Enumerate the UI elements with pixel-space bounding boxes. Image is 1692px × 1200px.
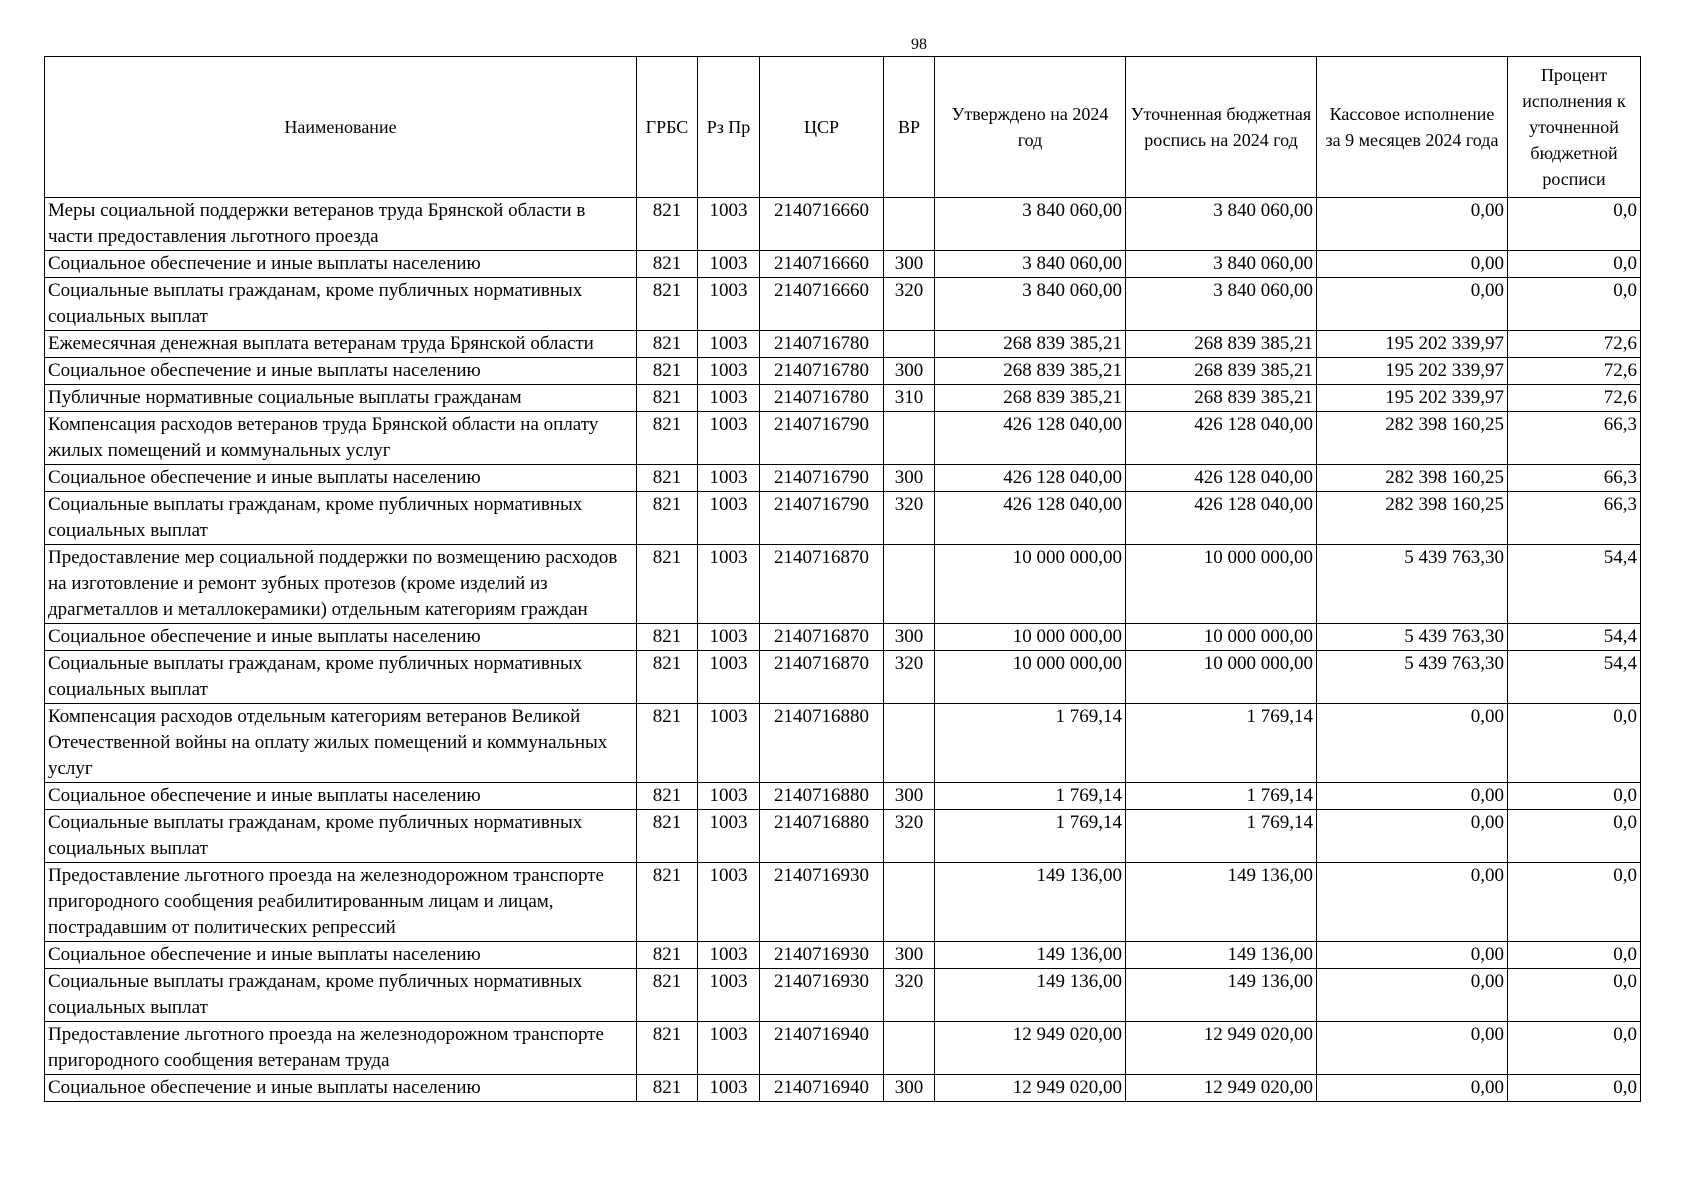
cell-vr: 300	[884, 1075, 935, 1102]
cell-approved: 426 128 040,00	[935, 465, 1126, 492]
cell-cash: 195 202 339,97	[1317, 385, 1508, 412]
table-row	[45, 465, 1641, 492]
cell-cash: 0,00	[1317, 969, 1508, 1022]
cell-approved: 426 128 040,00	[935, 492, 1126, 545]
page-number-text: 98	[911, 36, 927, 53]
cell-cash: 5 439 763,30	[1317, 624, 1508, 651]
cell-grbs: 821	[637, 1075, 698, 1102]
table-row	[45, 412, 1641, 465]
cell-refined: 426 128 040,00	[1126, 492, 1317, 545]
cell-csr: 2140716780	[760, 385, 884, 412]
cell-rzpr: 1003	[698, 1075, 760, 1102]
header-cash: Кассовое исполнение за 9 месяцев 2024 года	[1317, 57, 1508, 198]
cell-csr: 2140716660	[760, 251, 884, 278]
cell-name: Социальное обеспечение и иные выплаты населению	[45, 358, 637, 385]
table-row	[45, 1022, 1641, 1075]
cell-refined: 10 000 000,00	[1126, 545, 1317, 624]
cell-percent: 0,0	[1508, 863, 1641, 942]
cell-approved: 149 136,00	[935, 942, 1126, 969]
cell-approved: 12 949 020,00	[935, 1075, 1126, 1102]
cell-refined: 3 840 060,00	[1126, 251, 1317, 278]
cell-rzpr: 1003	[698, 465, 760, 492]
cell-name: Предоставление льготного проезда на железнодорожном транспорте пригородного сообщения реабилитированным лицам и лицам, пострадавшим от политических репрессий	[45, 863, 637, 942]
table-row	[45, 545, 1641, 624]
cell-name: Социальные выплаты гражданам, кроме публичных нормативных социальных выплат	[45, 651, 637, 704]
cell-percent: 0,0	[1508, 278, 1641, 331]
cell-vr: 300	[884, 942, 935, 969]
table-row	[45, 810, 1641, 863]
cell-refined: 268 839 385,21	[1126, 331, 1317, 358]
cell-cash: 0,00	[1317, 810, 1508, 863]
cell-vr	[884, 412, 935, 465]
cell-percent: 66,3	[1508, 412, 1641, 465]
cell-approved: 268 839 385,21	[935, 385, 1126, 412]
cell-name: Социальные выплаты гражданам, кроме публичных нормативных социальных выплат	[45, 810, 637, 863]
cell-csr: 2140716870	[760, 651, 884, 704]
cell-rzpr: 1003	[698, 969, 760, 1022]
budget-table	[44, 56, 1641, 1102]
cell-name: Предоставление льготного проезда на железнодорожном транспорте пригородного сообщения ветеранам труда	[45, 1022, 637, 1075]
table-row	[45, 704, 1641, 783]
cell-csr: 2140716780	[760, 331, 884, 358]
cell-approved: 1 769,14	[935, 783, 1126, 810]
cell-cash: 282 398 160,25	[1317, 412, 1508, 465]
cell-csr: 2140716940	[760, 1075, 884, 1102]
table-row	[45, 331, 1641, 358]
cell-rzpr: 1003	[698, 624, 760, 651]
cell-grbs: 821	[637, 465, 698, 492]
header-rzpr: Рз Пр	[698, 57, 760, 198]
table-row	[45, 385, 1641, 412]
cell-approved: 3 840 060,00	[935, 278, 1126, 331]
cell-vr: 300	[884, 358, 935, 385]
cell-vr: 300	[884, 465, 935, 492]
cell-csr: 2140716780	[760, 358, 884, 385]
cell-approved: 1 769,14	[935, 704, 1126, 783]
cell-approved: 268 839 385,21	[935, 358, 1126, 385]
cell-csr: 2140716870	[760, 624, 884, 651]
cell-approved: 10 000 000,00	[935, 651, 1126, 704]
cell-cash: 0,00	[1317, 1022, 1508, 1075]
cell-percent: 72,6	[1508, 358, 1641, 385]
cell-cash: 0,00	[1317, 863, 1508, 942]
table-row	[45, 969, 1641, 1022]
table-row	[45, 942, 1641, 969]
cell-approved: 426 128 040,00	[935, 412, 1126, 465]
table-row	[45, 492, 1641, 545]
cell-name: Ежемесячная денежная выплата ветеранам труда Брянской области	[45, 331, 637, 358]
cell-refined: 12 949 020,00	[1126, 1022, 1317, 1075]
cell-rzpr: 1003	[698, 651, 760, 704]
cell-vr	[884, 331, 935, 358]
cell-csr: 2140716790	[760, 465, 884, 492]
cell-percent: 72,6	[1508, 331, 1641, 358]
table-row	[45, 251, 1641, 278]
cell-refined: 149 136,00	[1126, 942, 1317, 969]
cell-grbs: 821	[637, 385, 698, 412]
cell-percent: 0,0	[1508, 942, 1641, 969]
cell-csr: 2140716790	[760, 412, 884, 465]
cell-cash: 0,00	[1317, 704, 1508, 783]
cell-csr: 2140716880	[760, 810, 884, 863]
cell-vr: 310	[884, 385, 935, 412]
cell-vr	[884, 863, 935, 942]
cell-approved: 268 839 385,21	[935, 331, 1126, 358]
header-vr: ВР	[884, 57, 935, 198]
cell-vr	[884, 198, 935, 251]
table-row	[45, 1075, 1641, 1102]
cell-vr: 320	[884, 278, 935, 331]
cell-csr: 2140716880	[760, 704, 884, 783]
cell-grbs: 821	[637, 942, 698, 969]
cell-name: Предоставление мер социальной поддержки по возмещению расходов на изготовление и ремонт зубных протезов (кроме изделий из драгметаллов и металлокерамики) отдельным категориям граждан	[45, 545, 637, 624]
cell-approved: 1 769,14	[935, 810, 1126, 863]
cell-cash: 0,00	[1317, 251, 1508, 278]
cell-grbs: 821	[637, 863, 698, 942]
cell-percent: 0,0	[1508, 198, 1641, 251]
cell-cash: 195 202 339,97	[1317, 331, 1508, 358]
header-refined: Уточненная бюджетная роспись на 2024 год	[1126, 57, 1317, 198]
table-row	[45, 278, 1641, 331]
cell-cash: 0,00	[1317, 1075, 1508, 1102]
cell-grbs: 821	[637, 492, 698, 545]
cell-vr: 300	[884, 624, 935, 651]
cell-cash: 282 398 160,25	[1317, 465, 1508, 492]
table-row	[45, 198, 1641, 251]
cell-vr: 320	[884, 492, 935, 545]
cell-percent: 66,3	[1508, 465, 1641, 492]
cell-rzpr: 1003	[698, 251, 760, 278]
cell-grbs: 821	[637, 278, 698, 331]
cell-name: Социальное обеспечение и иные выплаты населению	[45, 251, 637, 278]
cell-grbs: 821	[637, 198, 698, 251]
cell-csr: 2140716930	[760, 969, 884, 1022]
page-number	[0, 36, 1692, 54]
cell-rzpr: 1003	[698, 783, 760, 810]
cell-name: Социальное обеспечение и иные выплаты населению	[45, 1075, 637, 1102]
cell-rzpr: 1003	[698, 545, 760, 624]
cell-name: Социальное обеспечение и иные выплаты населению	[45, 942, 637, 969]
cell-approved: 3 840 060,00	[935, 251, 1126, 278]
cell-cash: 195 202 339,97	[1317, 358, 1508, 385]
cell-grbs: 821	[637, 331, 698, 358]
cell-rzpr: 1003	[698, 385, 760, 412]
cell-refined: 3 840 060,00	[1126, 278, 1317, 331]
cell-refined: 1 769,14	[1126, 810, 1317, 863]
cell-refined: 12 949 020,00	[1126, 1075, 1317, 1102]
cell-percent: 0,0	[1508, 704, 1641, 783]
cell-name: Социальное обеспечение и иные выплаты населению	[45, 783, 637, 810]
cell-refined: 268 839 385,21	[1126, 385, 1317, 412]
cell-refined: 10 000 000,00	[1126, 651, 1317, 704]
table-row	[45, 624, 1641, 651]
cell-approved: 10 000 000,00	[935, 624, 1126, 651]
cell-rzpr: 1003	[698, 198, 760, 251]
cell-percent: 66,3	[1508, 492, 1641, 545]
cell-approved: 149 136,00	[935, 863, 1126, 942]
cell-grbs: 821	[637, 624, 698, 651]
cell-csr: 2140716930	[760, 942, 884, 969]
cell-cash: 5 439 763,30	[1317, 545, 1508, 624]
cell-rzpr: 1003	[698, 863, 760, 942]
cell-csr: 2140716940	[760, 1022, 884, 1075]
cell-csr: 2140716790	[760, 492, 884, 545]
table-body	[45, 198, 1641, 1102]
cell-csr: 2140716870	[760, 545, 884, 624]
cell-rzpr: 1003	[698, 810, 760, 863]
cell-percent: 0,0	[1508, 251, 1641, 278]
cell-approved: 3 840 060,00	[935, 198, 1126, 251]
cell-name: Публичные нормативные социальные выплаты гражданам	[45, 385, 637, 412]
cell-percent: 0,0	[1508, 783, 1641, 810]
cell-grbs: 821	[637, 1022, 698, 1075]
cell-vr: 320	[884, 651, 935, 704]
cell-csr: 2140716930	[760, 863, 884, 942]
cell-name: Меры социальной поддержки ветеранов труда Брянской области в части предоставления льготного проезда	[45, 198, 637, 251]
cell-percent: 72,6	[1508, 385, 1641, 412]
cell-refined: 10 000 000,00	[1126, 624, 1317, 651]
cell-grbs: 821	[637, 783, 698, 810]
cell-vr: 320	[884, 969, 935, 1022]
table-row	[45, 863, 1641, 942]
cell-grbs: 821	[637, 704, 698, 783]
cell-name: Социальные выплаты гражданам, кроме публичных нормативных социальных выплат	[45, 492, 637, 545]
cell-grbs: 821	[637, 251, 698, 278]
cell-name: Компенсация расходов ветеранов труда Брянской области на оплату жилых помещений и коммунальных услуг	[45, 412, 637, 465]
cell-grbs: 821	[637, 810, 698, 863]
cell-csr: 2140716660	[760, 278, 884, 331]
cell-rzpr: 1003	[698, 412, 760, 465]
cell-cash: 0,00	[1317, 783, 1508, 810]
cell-refined: 268 839 385,21	[1126, 358, 1317, 385]
header-approved: Утверждено на 2024 год	[935, 57, 1126, 198]
cell-name: Социальные выплаты гражданам, кроме публичных нормативных социальных выплат	[45, 969, 637, 1022]
cell-cash: 0,00	[1317, 198, 1508, 251]
cell-csr: 2140716880	[760, 783, 884, 810]
cell-name: Социальные выплаты гражданам, кроме публичных нормативных социальных выплат	[45, 278, 637, 331]
cell-grbs: 821	[637, 545, 698, 624]
cell-refined: 426 128 040,00	[1126, 465, 1317, 492]
cell-rzpr: 1003	[698, 942, 760, 969]
cell-percent: 0,0	[1508, 1022, 1641, 1075]
cell-rzpr: 1003	[698, 492, 760, 545]
cell-approved: 10 000 000,00	[935, 545, 1126, 624]
cell-rzpr: 1003	[698, 358, 760, 385]
cell-grbs: 821	[637, 358, 698, 385]
cell-rzpr: 1003	[698, 1022, 760, 1075]
cell-percent: 0,0	[1508, 969, 1641, 1022]
cell-rzpr: 1003	[698, 278, 760, 331]
cell-rzpr: 1003	[698, 704, 760, 783]
header-row	[45, 57, 1641, 198]
cell-approved: 12 949 020,00	[935, 1022, 1126, 1075]
cell-refined: 3 840 060,00	[1126, 198, 1317, 251]
table-row	[45, 651, 1641, 704]
header-percent: Процент исполнения к уточненной бюджетной росписи	[1508, 57, 1641, 198]
cell-vr	[884, 704, 935, 783]
cell-refined: 426 128 040,00	[1126, 412, 1317, 465]
cell-refined: 149 136,00	[1126, 969, 1317, 1022]
cell-vr	[884, 545, 935, 624]
cell-refined: 1 769,14	[1126, 783, 1317, 810]
table-row	[45, 783, 1641, 810]
cell-vr: 300	[884, 783, 935, 810]
cell-cash: 0,00	[1317, 278, 1508, 331]
cell-name: Социальное обеспечение и иные выплаты населению	[45, 465, 637, 492]
cell-refined: 1 769,14	[1126, 704, 1317, 783]
cell-percent: 0,0	[1508, 810, 1641, 863]
cell-vr: 300	[884, 251, 935, 278]
cell-name: Социальное обеспечение и иные выплаты населению	[45, 624, 637, 651]
cell-cash: 0,00	[1317, 942, 1508, 969]
cell-percent: 0,0	[1508, 1075, 1641, 1102]
cell-refined: 149 136,00	[1126, 863, 1317, 942]
cell-rzpr: 1003	[698, 331, 760, 358]
cell-percent: 54,4	[1508, 651, 1641, 704]
cell-grbs: 821	[637, 412, 698, 465]
cell-percent: 54,4	[1508, 624, 1641, 651]
header-name: Наименование	[45, 57, 637, 198]
header-csr: ЦСР	[760, 57, 884, 198]
header-grbs: ГРБС	[637, 57, 698, 198]
cell-csr: 2140716660	[760, 198, 884, 251]
cell-cash: 282 398 160,25	[1317, 492, 1508, 545]
cell-vr	[884, 1022, 935, 1075]
cell-name: Компенсация расходов отдельным категориям ветеранов Великой Отечественной войны на оплату жилых помещений и коммунальных услуг	[45, 704, 637, 783]
cell-cash: 5 439 763,30	[1317, 651, 1508, 704]
cell-percent: 54,4	[1508, 545, 1641, 624]
cell-approved: 149 136,00	[935, 969, 1126, 1022]
cell-grbs: 821	[637, 969, 698, 1022]
table-row	[45, 358, 1641, 385]
cell-vr: 320	[884, 810, 935, 863]
cell-grbs: 821	[637, 651, 698, 704]
